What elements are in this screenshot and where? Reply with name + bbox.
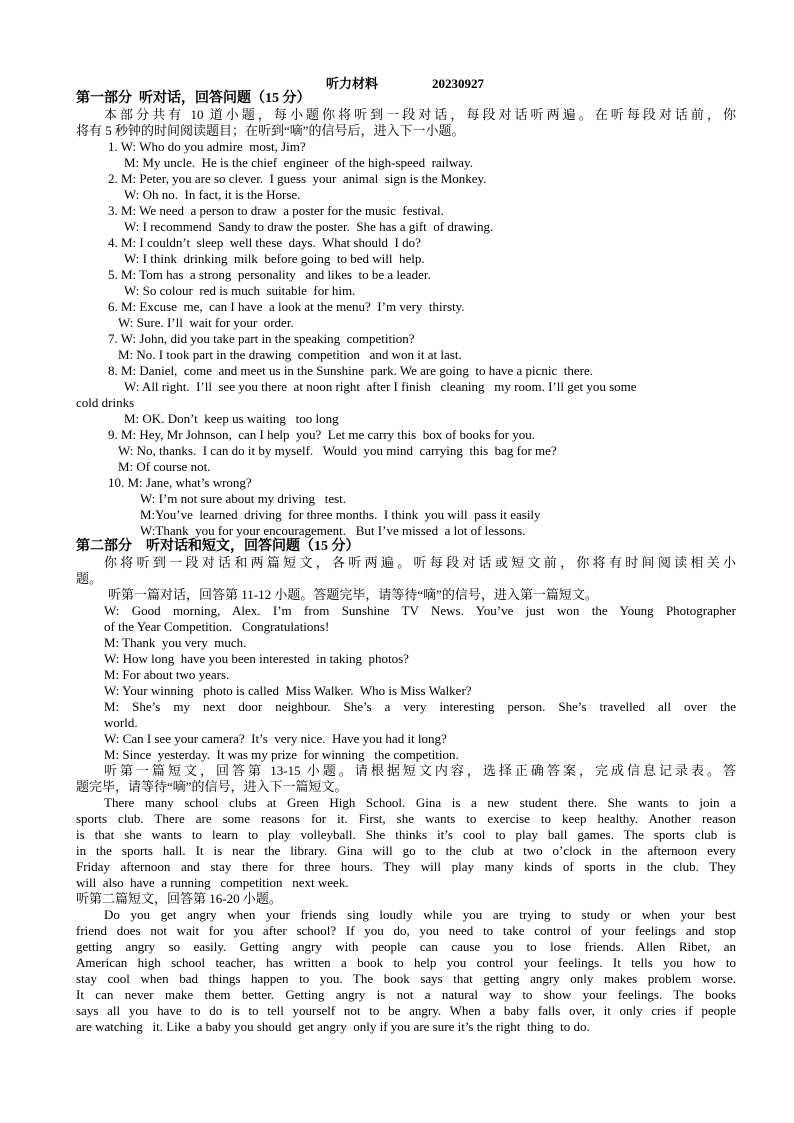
conversation-line: M: For about two years. (104, 667, 230, 682)
conversation-line: W: Can I see your camera? It’s very nice. Have you had it long? (104, 731, 447, 746)
passage2-line: stay cool when bad things happen to you. The book says that getting angry only makes problem worse. (76, 971, 736, 986)
dialogue-line: 9. M: Hey, Mr Johnson, can I help you? Let me carry this box of books for you. (108, 427, 535, 442)
dialogue-line: M:You’ve learned driving for three months. I think you will pass it easily (140, 507, 541, 522)
dialogue-line: 2. M: Peter, you are so clever. I guess your animal sign is the Monkey. (108, 171, 487, 186)
dialogue-line: 3. M: We need a person to draw a poster for the music festival. (108, 203, 444, 218)
passage1-line: in the sports hall. It is near the library. Gina will go to the club at two o’clock in the afternoon every (76, 843, 736, 858)
passage2-line: are watching it. Like a baby you should get angry only if you are sure it’s the right thing to do. (76, 1019, 590, 1034)
conversation-line: M: Since yesterday. It was my prize for winning the competition. (104, 747, 459, 762)
document-date: 20230927 (432, 76, 484, 91)
dialogue-line: M: OK. Don’t keep us waiting too long (124, 411, 339, 426)
conversation-line: world. (104, 715, 138, 730)
passage2-line: getting angry so easily. Getting angry with people can cause you to lose friends. Allen Ribet, an (76, 939, 736, 954)
conversation-line: W: How long have you been interested in taking photos? (104, 651, 409, 666)
passage2-instruction: 听第二篇短文，回答第 16-20 小题。 (76, 891, 282, 906)
passage1-line: There many school clubs at Green High School. Gina is a new student there. She wants to join a (104, 795, 736, 810)
part1-intro-line1: 本部分共有 10 道小题，每小题你将听到一段对话，每段对话听两遍。在听每段对话前，你 (104, 107, 736, 122)
conversation-line: W: Good morning, Alex. I’m from Sunshine TV News. You’ve just won the Young Photographer (104, 603, 736, 618)
conversation-line: of the Year Competition. Congratulations! (104, 619, 330, 634)
dialogue-line: W: No, thanks. I can do it by myself. Would you mind carrying this bag for me? (118, 443, 557, 458)
dialogue-line: W: I recommend Sandy to draw the poster. She has a gift of drawing. (124, 219, 494, 234)
passage1-line: is that she wants to learn to play volleyball. She thinks it’s cool to play ball games. The sports club is (76, 827, 736, 842)
passage1-line: sports club. There are some reasons for it. First, she wants to exercise to keep healthy. Another reason (76, 811, 736, 826)
dialogue-line: 8. M: Daniel, come and meet us in the Sunshine park. We are going to have a picnic there. (108, 363, 593, 378)
part2-heading: 第二部分 听对话和短文，回答问题（15 分） (76, 539, 360, 554)
part2-intro-line2: 题。 (76, 571, 103, 586)
passage2-line: says all you have to do is to tell yourself not to be angry. When a baby falls over, it only cries if people (76, 1003, 736, 1018)
conversation-line: M: Thank you very much. (104, 635, 247, 650)
passage1-line: Friday afternoon and stay there for three hours. They will play many kinds of sports in the club. They (76, 859, 736, 874)
dialogue-line: W: Oh no. In fact, it is the Horse. (124, 187, 301, 202)
passage2-line: American high school teacher, has written a book to help you control your feelings. It tells you how to (76, 955, 736, 970)
dialogue-line: W: So colour red is much suitable for him. (124, 283, 356, 298)
conversation-instruction: 听第一篇对话，回答第 11-12 小题。答题完毕，请等待“嘀”的信号，进入第一篇短文。 (108, 587, 598, 602)
passage1-line: will also have a running competition next week. (76, 875, 349, 890)
dialogue-line: W: I’m not sure about my driving test. (140, 491, 347, 506)
part1-heading: 第一部分 听对话，回答问题（15 分） (76, 91, 311, 106)
dialogue-line: W: All right. I’ll see you there at noon right after I finish cleaning my room. I’ll get you some (124, 379, 637, 394)
dialogue-line: 6. M: Excuse me, can I have a look at the menu? I’m very thirsty. (108, 299, 465, 314)
dialogue-line: M: No. I took part in the drawing competition and won it at last. (118, 347, 462, 362)
dialogue-line: 4. M: I couldn’t sleep well these days. What should I do? (108, 235, 421, 250)
passage1-instruction-line1: 听第一篇短文，回答第 13-15 小题。请根据短文内容，选择正确答案，完成信息记录表。答 (104, 763, 736, 778)
dialogue-line: 5. M: Tom has a strong personality and likes to be a leader. (108, 267, 431, 282)
passage2-line: Do you get angry when your friends sing loudly while you are trying to study or when your best (104, 907, 736, 922)
conversation-line: W: Your winning photo is called Miss Walker. Who is Miss Walker? (104, 683, 472, 698)
dialogue-line: 10. M: Jane, what’s wrong? (108, 475, 252, 490)
passage2-line: friend does not wait for you after school? If you do, you need to take control of your feelings and stop (76, 923, 736, 938)
dialogue-line: M: My uncle. He is the chief engineer of the high-speed railway. (124, 155, 473, 170)
conversation-line: M: She’s my next door neighbour. She’s a very interesting person. She’s travelled all over the (104, 699, 736, 714)
passage1-instruction-line2: 题完毕，请等待“嘀”的信号，进入下一篇短文。 (76, 779, 348, 794)
part2-intro-line1: 你将听到一段对话和两篇短文，各听两遍。听每段对话或短文前，你将有时间阅读相关小 (104, 555, 736, 570)
dialogue-line: cold drinks (76, 395, 135, 410)
dialogue-line: M: Of course not. (118, 459, 211, 474)
dialogue-line: W:Thank you for your encouragement. But I’ve missed a lot of lessons. (140, 523, 526, 538)
dialogue-line: W: Sure. I’ll wait for your order. (118, 315, 294, 330)
part1-intro-line2: 将有 5 秒钟的时间阅读题目；在听到“嘀”的信号后，进入下一小题。 (76, 123, 465, 138)
document-title: 听力材料 (326, 76, 379, 91)
dialogue-line: 1. W: Who do you admire most, Jim? (108, 139, 306, 154)
dialogue-line: W: I think drinking milk before going to bed will help. (124, 251, 425, 266)
dialogue-line: 7. W: John, did you take part in the speaking competition? (108, 331, 415, 346)
passage2-line: It can never make them better. Getting angry is not a natural way to show your feelings. The books (76, 987, 736, 1002)
